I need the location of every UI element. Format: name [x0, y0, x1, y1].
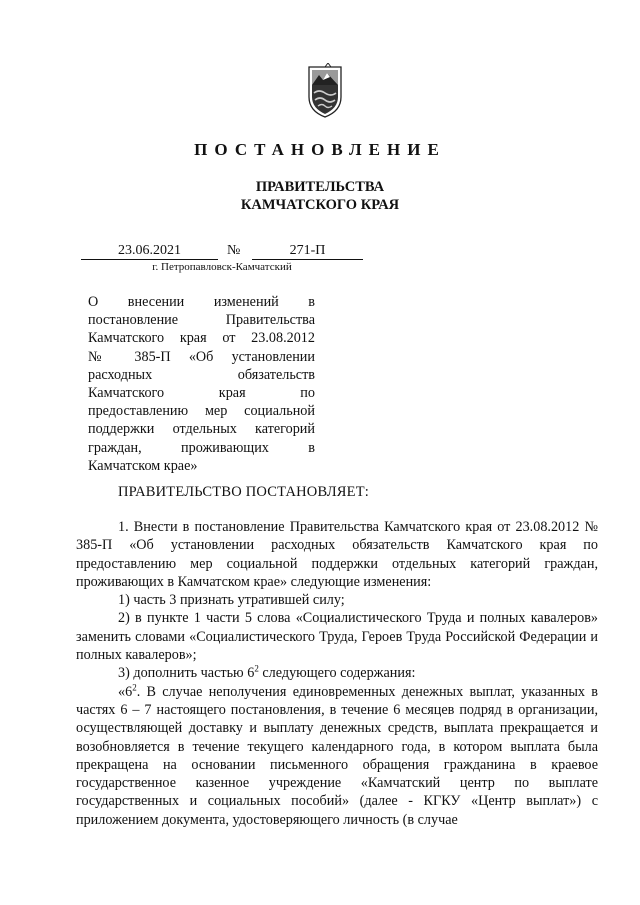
document-body [76, 518, 598, 829]
subject-line: расходных обязательств [88, 366, 315, 383]
kamchatka-coat-of-arms-icon [303, 63, 347, 119]
body-paragraph [76, 683, 598, 829]
body-paragraph [76, 664, 598, 682]
issuer [0, 178, 640, 214]
body-text: 3) дополнить частью 6 [118, 665, 255, 682]
body-text: «6 [118, 683, 133, 700]
resolves-heading: ПРАВИТЕЛЬСТВО ПОСТАНОВЛЯЕТ: [118, 484, 370, 500]
subject-line: Камчатского края от 23.08.2012 [88, 330, 315, 347]
document-date: 23.06.2021 [81, 242, 218, 260]
body-text: следующего содержания: [258, 665, 416, 682]
document-subject [88, 293, 315, 475]
subject-line: Камчатского края по [88, 385, 315, 402]
issuer-line-1: ПРАВИТЕЛЬСТВА [255, 179, 385, 195]
subject-line: № 385-П «Об установлении [88, 348, 315, 365]
date-number-line [81, 242, 363, 260]
document-title: ПОСТАНОВЛЕНИЕ [194, 140, 446, 159]
body-paragraph: 1) часть 3 признать утратившей силу; [118, 592, 345, 609]
issuer-line-2: КАМЧАТСКОГО КРАЯ [240, 197, 400, 213]
subject-line: О внесении изменений в [88, 294, 315, 310]
subject-line: Камчатском крае» [88, 457, 198, 474]
subject-line: предоставлению мер социальной [88, 403, 315, 420]
body-paragraph: 1. Внести в постановление Правительства Камчатского края от 23.08.2012 № 385-П «Об установлении расходных обязательств Камчатского края по предоставлению мер социальной поддержки отдельных категорий граждан, проживающих в Камчатском крае» следующие изменения: [76, 519, 598, 590]
subject-line: поддержки отдельных категорий [88, 421, 315, 438]
body-paragraph: 2) в пункте 1 части 5 слова «Социалистического Труда и полных кавалеров» заменить словами «Социалистического Труда, Героев Труда Российской Федерации и полных кавалеров»; [76, 610, 598, 664]
number-sign: № [227, 243, 241, 258]
body-text: . В случае неполучения единовременных денежных выплат, указанных в частях 6 – 7 настоящего постановления, в течение 6 месяцев подряд в организации, осуществляющей доставку и выплату денежных средств, выплата прекращается и возобновляется в течение текущего календарного года, в котором выплата была прекращена на основании письменного обращения гражданина в краевое государственное казенное учреждение «Камчатский центр по выплате государственных и социальных пособий» (далее - КГКУ «Центр выплат») с приложением документа, удостоверяющего личность (в случае [76, 683, 598, 828]
subject-line: постановление Правительства [88, 312, 315, 329]
superscript: 2 [132, 681, 137, 692]
superscript: 2 [254, 663, 259, 674]
subject-line: граждан, проживающих в [88, 439, 315, 456]
city: г. Петропавловск-Камчатский [152, 261, 292, 273]
document-number: 271-П [252, 242, 363, 260]
